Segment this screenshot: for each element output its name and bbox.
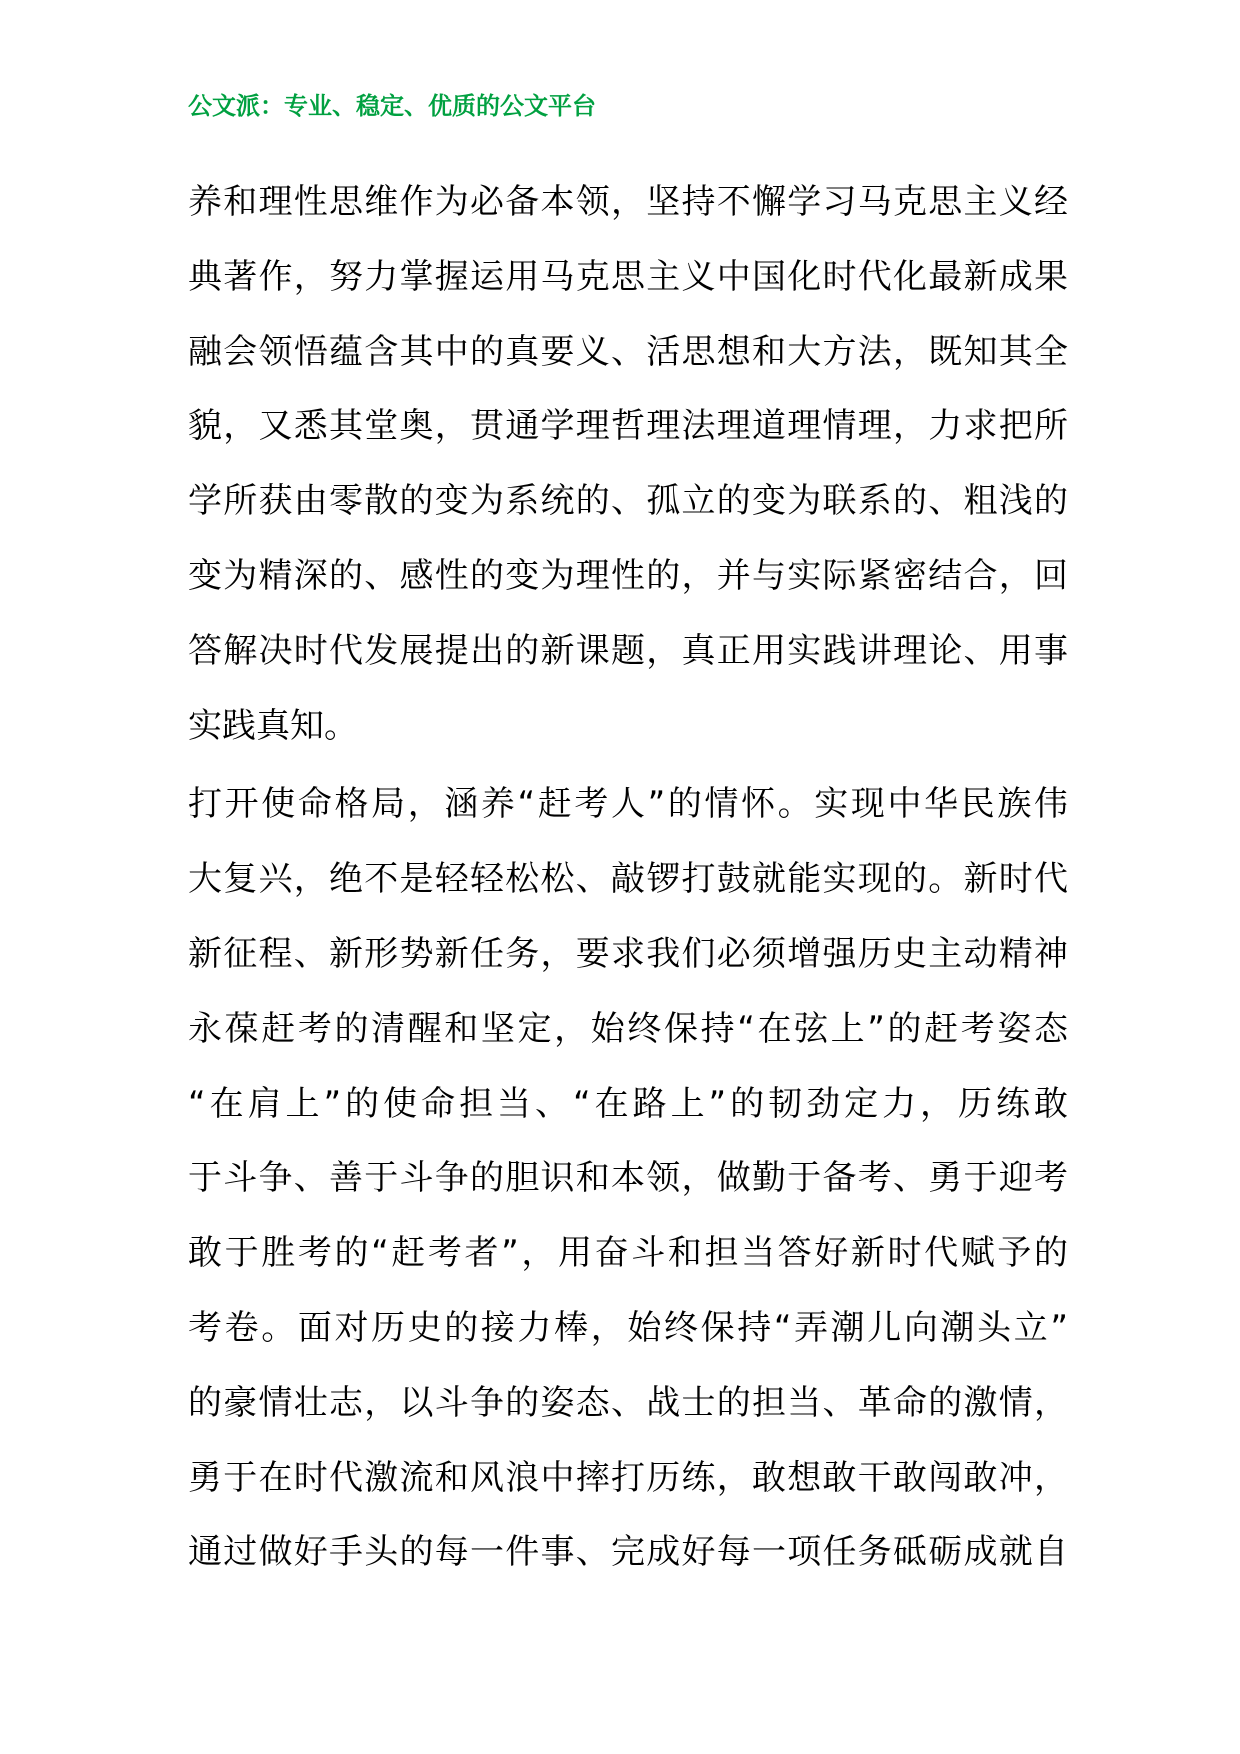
text-line: 变为精深的、感性的变为理性的，并与实际紧密结合，回 — [188, 555, 1068, 596]
paragraph-1 — [188, 165, 1068, 763]
document-body — [188, 165, 1068, 1590]
text-line: 考卷。面对历史的接力棒，始终保持“弄潮儿向潮头立” — [188, 1307, 1068, 1348]
text-line: 貌，又悉其堂奥，贯通学理哲理法理道理情理，力求把所 — [188, 406, 1068, 447]
text-line: 的豪情壮志，以斗争的姿态、战士的担当、革命的激情， — [188, 1382, 1068, 1423]
text-line: 典著作，努力掌握运用马克思主义中国化时代化最新成果 — [188, 256, 1068, 297]
text-line: 学所获由零散的变为系统的、孤立的变为联系的、粗浅的 — [188, 481, 1068, 522]
text-line: 通过做好手头的每一件事、完成好每一项任务砥砺成就自 — [188, 1532, 1068, 1573]
text-line: 新征程、新形势新任务，要求我们必须增强历史主动精神 — [188, 933, 1068, 974]
text-line: 于斗争、善于斗争的胆识和本领，做勤于备考、勇于迎考 — [188, 1158, 1068, 1199]
paragraph-2 — [188, 767, 1068, 1590]
text-line: 养和理性思维作为必备本领，坚持不懈学习马克思主义经 — [188, 182, 1068, 222]
text-line: “在肩上”的使命担当、“在路上”的韧劲定力，历练敢 — [188, 1083, 1068, 1124]
text-line: 永葆赶考的清醒和坚定，始终保持“在弦上”的赶考姿态 — [188, 1008, 1068, 1049]
text-line: 实践真知。 — [188, 705, 358, 746]
text-line: 敢于胜考的“赶考者”，用奋斗和担当答好新时代赋予的 — [188, 1233, 1068, 1274]
text-line: 答解决时代发展提出的新课题，真正用实践讲理论、用事 — [188, 630, 1068, 671]
text-line: 打开使命格局，涵养“赶考人”的情怀。实现中华民族伟 — [188, 784, 1068, 825]
text-line: 勇于在时代激流和风浪中摔打历练，敢想敢干敢闯敢冲， — [188, 1457, 1068, 1498]
text-line: 融会领悟蕴含其中的真要义、活思想和大方法，既知其全 — [188, 331, 1068, 372]
site-header-banner: 公文派：专业、稳定、优质的公文平台 — [188, 91, 596, 120]
text-line: 大复兴，绝不是轻轻松松、敲锣打鼓就能实现的。新时代 — [188, 859, 1068, 900]
